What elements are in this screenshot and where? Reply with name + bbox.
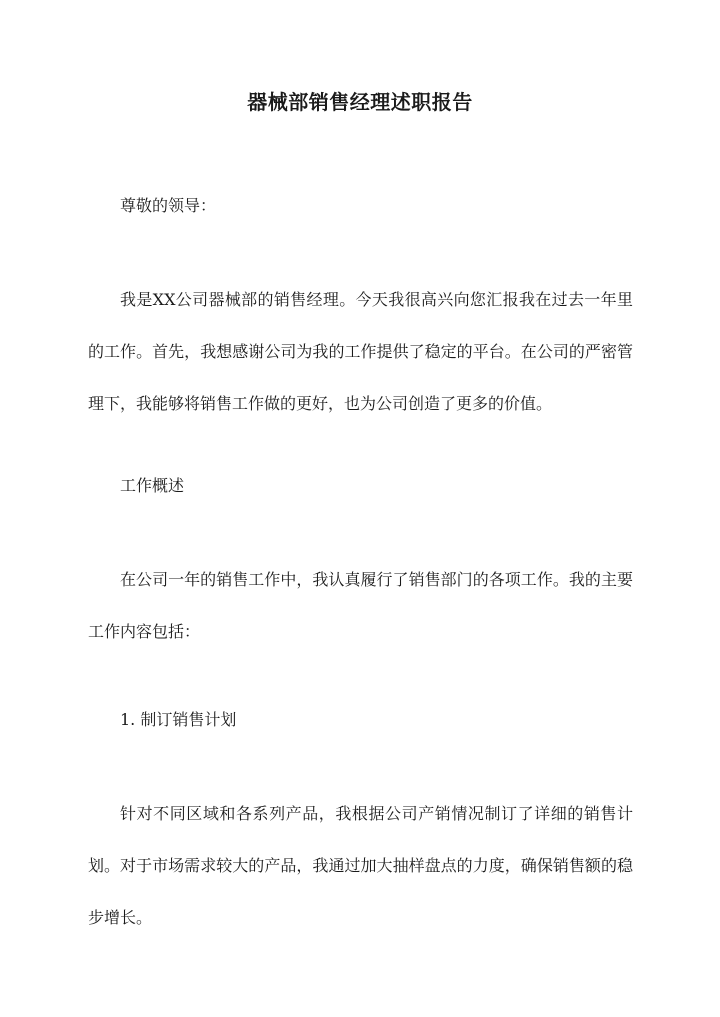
- section-heading-overview: 工作概述: [120, 476, 185, 495]
- sales-plan-paragraph: 针对不同区域和各系列产品，我根据公司产销情况制订了详细的销售计划。对于市场需求较大的产品，我通过加大抽样盘点的力度，确保销售额的稳步增长。: [88, 804, 633, 927]
- item-heading-sales-plan: 1. 制订销售计划: [120, 710, 237, 729]
- overview-paragraph: 在公司一年的销售工作中，我认真履行了销售部门的各项工作。我的主要工作内容包括：: [88, 570, 633, 641]
- document-title: 器械部销售经理述职报告: [247, 90, 473, 114]
- salutation: 尊敬的领导：: [120, 196, 217, 215]
- intro-paragraph: 我是XX公司器械部的销售经理。今天我很高兴向您汇报我在过去一年里的工作。首先，我想感谢公司为我的工作提供了稳定的平台。在公司的严密管理下，我能够将销售工作做的更好，也为公司创造了更多的价值。: [88, 290, 633, 413]
